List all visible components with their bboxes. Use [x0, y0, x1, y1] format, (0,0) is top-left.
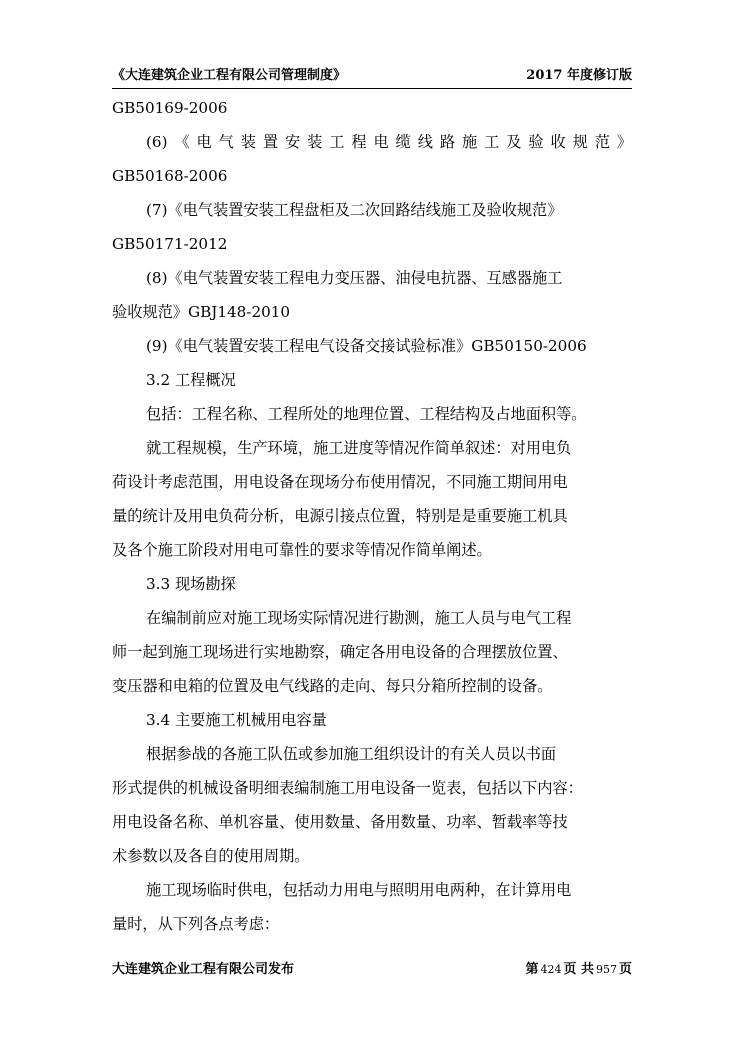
- document-body: [112, 91, 632, 941]
- text-line: GB50168-2006: [112, 167, 228, 185]
- paragraph-line: 根据参战的各施工队伍或参加施工组织设计的有关人员以书面: [146, 745, 557, 763]
- paragraph-line: 术参数以及各自的使用周期。: [112, 847, 310, 865]
- page-prefix: 第: [525, 962, 539, 977]
- list-item-8: (8)《电气装置安装工程电力变压器、油侵电抗器、互感器施工: [146, 269, 563, 287]
- text-line: GB50169-2006: [112, 99, 228, 117]
- section-heading-3-2: 3.2 工程概况: [146, 371, 236, 389]
- page-total: 957: [595, 963, 617, 976]
- paragraph-line: 形式提供的机械设备明细表编制施工用电设备一览表，包括以下内容：: [112, 779, 583, 797]
- text-line: 验收规范》GBJ148-2010: [112, 303, 291, 321]
- page-footer: [112, 960, 632, 982]
- page-mid: 页 共: [563, 962, 594, 977]
- list-item-9: (9)《电气装置安装工程电气设备交接试验标准》GB50150-2006: [146, 337, 587, 355]
- section-heading-3-3: 3.3 现场勘探: [146, 575, 236, 593]
- paragraph-line: 荷设计考虑范围，用电设备在现场分布使用情况，不同施工期间用电: [112, 473, 568, 491]
- paragraph-line: 施工现场临时供电，包括动力用电与照明用电两种，在计算用电: [146, 881, 572, 899]
- paragraph-line: 包括：工程名称、工程所处的地理位置、工程结构及占地面积等。: [146, 405, 587, 423]
- paragraph-line: 在编制前应对施工现场实际情况进行勘测，施工人员与电气工程: [146, 609, 572, 627]
- list-item-6: (6)《电气装置安装工程电缆线路施工及验收规范》: [146, 133, 632, 151]
- page-suffix: 页: [618, 962, 632, 977]
- paragraph-line: 变压器和电箱的位置及电气线路的走向、每只分箱所控制的设备。: [112, 677, 553, 695]
- header-title: 《大连建筑企业工程有限公司管理制度》: [112, 68, 347, 83]
- paragraph-line: 用电设备名称、单机容量、使用数量、备用数量、功率、暂载率等技: [112, 813, 568, 831]
- paragraph-line: 师一起到施工现场进行实地勘察，确定各用电设备的合理摆放位置、: [112, 643, 568, 661]
- list-item-7: (7)《电气装置安装工程盘柜及二次回路结线施工及验收规范》: [146, 201, 563, 219]
- page-counter: [525, 960, 632, 980]
- paragraph-line: 量的统计及用电负荷分析，电源引接点位置，特别是是重要施工机具: [112, 507, 568, 525]
- text-line: GB50171-2012: [112, 235, 228, 253]
- page-number: 424: [540, 963, 562, 976]
- paragraph-line: 就工程规模，生产环境，施工进度等情况作简单叙述：对用电负: [146, 439, 572, 457]
- page-header: [112, 66, 632, 89]
- paragraph-line: 及各个施工阶段对用电可靠性的要求等情况作简单阐述。: [112, 541, 492, 559]
- footer-publisher: 大连建筑企业工程有限公司发布: [112, 962, 295, 977]
- header-edition: 2017 年度修订版: [526, 68, 632, 83]
- section-heading-3-4: 3.4 主要施工机械用电容量: [146, 711, 327, 729]
- paragraph-line: 量时，从下列各点考虑：: [112, 915, 280, 933]
